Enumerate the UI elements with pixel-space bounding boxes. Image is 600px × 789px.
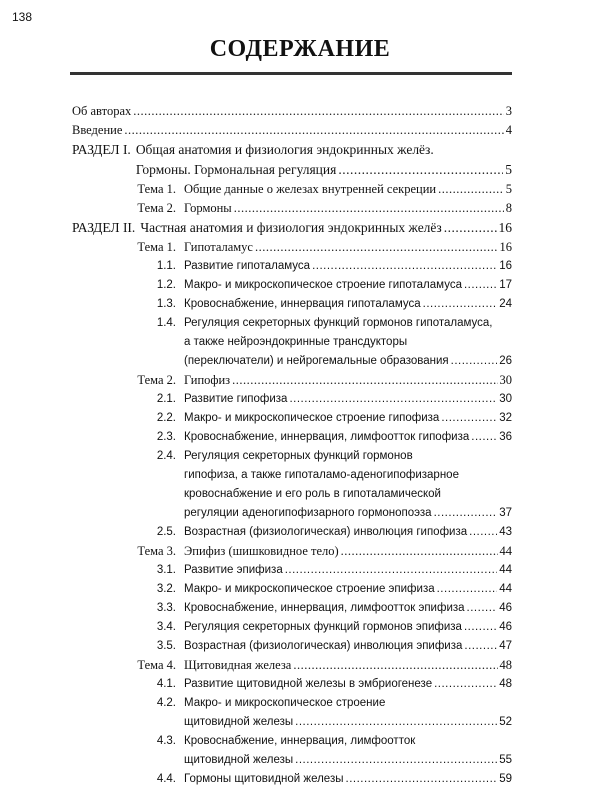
toc-page-number: 48	[499, 678, 512, 690]
toc-subtopic-title	[184, 637, 512, 656]
toc-subtopic-row	[72, 637, 512, 656]
toc-entry-text: Кровоснабжение, иннервация гипоталамуса	[184, 298, 421, 310]
toc-entry-text: Гормоны. Гормональная регуляция	[135, 162, 337, 177]
toc-subtopic-row	[72, 447, 512, 523]
dot-leader	[467, 599, 498, 618]
toc-entry-line	[184, 390, 512, 409]
toc-tema-title	[184, 371, 512, 390]
toc-tema-row	[72, 238, 512, 257]
toc-entry-text: Развитие эпифиза	[184, 564, 283, 576]
dot-leader	[438, 180, 504, 199]
toc-subtopic-row	[72, 409, 512, 428]
toc-entry-line	[184, 352, 512, 371]
table-of-contents	[72, 102, 512, 789]
subtopic-number: 3.2.	[156, 583, 176, 595]
toc-entry-line	[184, 199, 512, 218]
toc-subtopic-title	[184, 770, 512, 789]
toc-entry-text: Кровоснабжение, иннервация, лимфоотток эпифиза	[184, 602, 465, 614]
tema-label: Тема 1.	[137, 182, 176, 196]
toc-entry-text: щитовидной железы	[184, 754, 294, 766]
toc-entry-text: Развитие гипофиза	[184, 393, 288, 405]
toc-line: Регуляция секреторных функций гормонов	[184, 450, 413, 462]
toc-entry-text: Гипоталамус	[184, 240, 253, 254]
tema-label: Тема 1.	[137, 240, 176, 254]
toc-page-number: 36	[499, 431, 512, 443]
subtopic-number: 1.2.	[156, 279, 176, 291]
toc-entry-text: Возрастная (физиологическая) инволюция гипофиза	[184, 526, 468, 538]
toc-entry	[72, 102, 512, 121]
toc-page-number: 52	[499, 716, 512, 728]
toc-subtopic-title	[184, 276, 512, 295]
toc-line: Кровоснабжение, иннервация, лимфоотток	[184, 735, 416, 747]
dot-leader	[437, 580, 498, 599]
toc-entry-text: Об авторах	[72, 104, 132, 118]
toc-section-row	[72, 140, 512, 180]
toc-entry-line	[184, 542, 512, 561]
toc-entry-line	[184, 656, 512, 675]
toc-entry-line	[140, 218, 512, 238]
toc-entry-text: Развитие гипоталамуса	[184, 260, 311, 272]
toc-entry-line	[184, 504, 512, 523]
dot-leader	[434, 675, 497, 694]
toc-subtopic-row	[72, 314, 512, 371]
toc-entry-text: (переключатели) и нейрогемальные образования	[184, 355, 449, 367]
toc-subtopic-row	[72, 770, 512, 789]
toc-entry-text: Общие данные о железах внутренней секреции	[184, 182, 437, 196]
toc-tema-row	[72, 542, 512, 561]
tema-label: Тема 2.	[137, 373, 176, 387]
toc-subtopic-title	[184, 295, 512, 314]
toc-entry-line	[184, 751, 512, 770]
toc-subtopic-row	[72, 428, 512, 447]
toc-entry-text: Гормоны	[184, 201, 232, 215]
toc-entry-line	[184, 371, 512, 390]
toc-subtopic-row	[72, 523, 512, 542]
page-number: 138	[12, 10, 33, 24]
toc-subtopic-title	[184, 580, 512, 599]
toc-entry-line	[184, 409, 512, 428]
toc-entry-text: Развитие щитовидной железы в эмбриогенезе	[184, 678, 433, 690]
subtopic-number: 3.3.	[156, 602, 176, 614]
toc-entry-line	[136, 160, 512, 180]
toc-page-number: 8	[505, 201, 512, 215]
toc-page-number: 3	[505, 104, 512, 118]
toc-section-title	[136, 140, 512, 180]
toc-entry-line	[184, 618, 512, 637]
toc-entry-text: Введение	[72, 123, 123, 137]
toc-entry-line	[184, 675, 512, 694]
toc-entry-line	[184, 257, 512, 276]
toc-tema-title	[184, 180, 512, 199]
toc-subtopic-title	[184, 390, 512, 409]
toc-subtopic-row	[72, 580, 512, 599]
toc-entry-text: Возрастная (физиологическая) инволюция эпифиза	[184, 640, 463, 652]
toc-row	[72, 121, 512, 140]
dot-leader	[441, 409, 497, 428]
dot-leader	[232, 371, 497, 390]
dot-leader	[464, 276, 497, 295]
toc-entry-text: Макро- и микроскопическое строение эпифиза	[184, 583, 435, 595]
toc-section-row	[72, 218, 512, 238]
toc-page-number: 44	[499, 544, 512, 558]
subtopic-number: 4.2.	[156, 697, 176, 709]
toc-entry-line	[184, 770, 512, 789]
dot-leader	[293, 656, 497, 675]
toc-tema-title	[184, 199, 512, 218]
toc-subtopic-row	[72, 675, 512, 694]
subtopic-number: 1.1.	[156, 260, 176, 272]
toc-tema-row	[72, 199, 512, 218]
toc-line: а также нейроэндокринные трансдукторы	[184, 336, 408, 348]
page-title: СОДЕРЖАНИЕ	[209, 36, 391, 62]
tema-label: Тема 3.	[137, 544, 176, 558]
toc-subtopic-title	[184, 447, 512, 523]
dot-leader	[471, 428, 497, 447]
toc-line: гипофиза, а также гипоталамо-аденогипофизарное	[184, 469, 459, 481]
subtopic-number: 2.4.	[156, 450, 176, 462]
toc-page-number: 16	[498, 220, 512, 235]
dot-leader	[255, 238, 498, 257]
toc-subtopic-title	[184, 618, 512, 637]
toc-row	[72, 102, 512, 121]
toc-page-number: 30	[499, 373, 512, 387]
toc-entry-text: Гипофиз	[184, 373, 231, 387]
toc-entry-text: Эпифиз (шишковидное тело)	[184, 544, 339, 558]
tema-label: Тема 4.	[137, 658, 176, 672]
toc-line: Макро- и микроскопическое строение	[184, 697, 386, 709]
title-divider	[70, 72, 512, 75]
tema-label: Тема 2.	[137, 201, 176, 215]
toc-entry-line	[184, 238, 512, 257]
subtopic-number: 3.4.	[156, 621, 176, 633]
toc-line: кровоснабжение и его роль в гипоталамической	[184, 488, 441, 500]
toc-subtopic-row	[72, 618, 512, 637]
dot-leader	[341, 542, 498, 561]
toc-entry-line	[184, 580, 512, 599]
dot-leader	[289, 390, 497, 409]
toc-page-number: 44	[499, 564, 512, 576]
toc-entry-line	[184, 180, 512, 199]
toc-entry-line	[184, 295, 512, 314]
toc-page-number: 55	[499, 754, 512, 766]
toc-tema-title	[184, 238, 512, 257]
toc-page-number: 48	[499, 658, 512, 672]
toc-subtopic-row	[72, 390, 512, 409]
toc-page-number: 16	[499, 240, 512, 254]
toc-page-number: 47	[499, 640, 512, 652]
toc-tema-row	[72, 656, 512, 675]
toc-entry-line	[184, 523, 512, 542]
dot-leader	[451, 352, 498, 371]
dot-leader	[423, 295, 498, 314]
toc-entry-text: Кровоснабжение, иннервация, лимфоотток гипофиза	[184, 431, 470, 443]
toc-entry-line	[184, 276, 512, 295]
toc-entry-line	[184, 599, 512, 618]
dot-leader	[469, 523, 497, 542]
toc-line: Регуляция секреторных функций гормонов гипоталамуса,	[184, 317, 493, 329]
toc-subtopic-title	[184, 732, 512, 770]
toc-subtopic-row	[72, 257, 512, 276]
toc-subtopic-row	[72, 561, 512, 580]
section-label: РАЗДЕЛ I.	[72, 142, 131, 157]
toc-entry-text: Макро- и микроскопическое строение гипофиза	[184, 412, 440, 424]
toc-page-number: 16	[499, 260, 512, 272]
toc-subtopic-row	[72, 276, 512, 295]
dot-leader	[464, 637, 497, 656]
subtopic-number: 3.5.	[156, 640, 176, 652]
dot-leader	[464, 618, 497, 637]
toc-page-number: 59	[499, 773, 512, 785]
toc-subtopic-row	[72, 599, 512, 618]
toc-page-number: 4	[505, 123, 512, 137]
toc-entry-line	[72, 121, 512, 140]
toc-page-number: 26	[499, 355, 512, 367]
dot-leader	[124, 121, 503, 140]
toc-page-number: 46	[499, 602, 512, 614]
toc-subtopic-title	[184, 409, 512, 428]
dot-leader	[434, 504, 498, 523]
toc-entry-line	[184, 713, 512, 732]
toc-subtopic-title	[184, 428, 512, 447]
toc-subtopic-title	[184, 599, 512, 618]
dot-leader	[312, 257, 497, 276]
dot-leader	[444, 218, 497, 238]
subtopic-number: 2.2.	[156, 412, 176, 424]
toc-page-number: 44	[499, 583, 512, 595]
subtopic-number: 4.1.	[156, 678, 176, 690]
toc-page-number: 37	[499, 507, 512, 519]
dot-leader	[295, 751, 497, 770]
section-label: РАЗДЕЛ II.	[72, 220, 136, 235]
toc-line: Общая анатомия и физиология эндокринных желёз.	[135, 142, 434, 157]
toc-tema-title	[184, 542, 512, 561]
toc-entry	[72, 121, 512, 140]
toc-entry-text: регуляции аденогипофизарного гормонопоэза	[184, 507, 432, 519]
subtopic-number: 4.3.	[156, 735, 176, 747]
toc-subtopic-row	[72, 694, 512, 732]
subtopic-number: 1.3.	[156, 298, 176, 310]
toc-entry-line	[72, 102, 512, 121]
subtopic-number: 4.4.	[156, 773, 176, 785]
dot-leader	[295, 713, 497, 732]
toc-page-number: 32	[499, 412, 512, 424]
toc-entry-line	[184, 561, 512, 580]
toc-subtopic-title	[184, 561, 512, 580]
subtopic-number: 1.4.	[156, 317, 176, 329]
subtopic-number: 2.5.	[156, 526, 176, 538]
toc-entry-text: Щитовидная железа	[184, 658, 292, 672]
toc-tema-row	[72, 180, 512, 199]
toc-entry-text: щитовидной железы	[184, 716, 294, 728]
toc-page-number: 30	[499, 393, 512, 405]
toc-page-number: 43	[499, 526, 512, 538]
toc-page-number: 24	[499, 298, 512, 310]
toc-entry-line	[184, 428, 512, 447]
dot-leader	[285, 561, 497, 580]
toc-subtopic-title	[184, 523, 512, 542]
toc-tema-row	[72, 371, 512, 390]
dot-leader	[234, 199, 504, 218]
dot-leader	[338, 160, 503, 180]
toc-page-number: 5	[505, 162, 512, 177]
toc-entry-text: Макро- и микроскопическое строение гипоталамуса	[184, 279, 462, 291]
toc-tema-title	[184, 656, 512, 675]
toc-page-number: 17	[499, 279, 512, 291]
toc-entry-text: Регуляция секреторных функций гормонов эпифиза	[184, 621, 462, 633]
toc-entry-text: Частная анатомия и физиология эндокринных желёз	[140, 220, 442, 235]
subtopic-number: 3.1.	[156, 564, 176, 576]
toc-subtopic-row	[72, 295, 512, 314]
dot-leader	[346, 770, 498, 789]
toc-entry-text: Гормоны щитовидной железы	[184, 773, 344, 785]
toc-page-number: 46	[499, 621, 512, 633]
subtopic-number: 2.1.	[156, 393, 176, 405]
toc-subtopic-title	[184, 257, 512, 276]
toc-page-number: 5	[505, 182, 512, 196]
subtopic-number: 2.3.	[156, 431, 176, 443]
toc-entry-line	[184, 637, 512, 656]
toc-subtopic-title	[184, 314, 512, 371]
toc-subtopic-title	[184, 694, 512, 732]
toc-section-title	[140, 218, 512, 238]
dot-leader	[133, 102, 504, 121]
toc-subtopic-title	[184, 675, 512, 694]
toc-subtopic-row	[72, 732, 512, 770]
